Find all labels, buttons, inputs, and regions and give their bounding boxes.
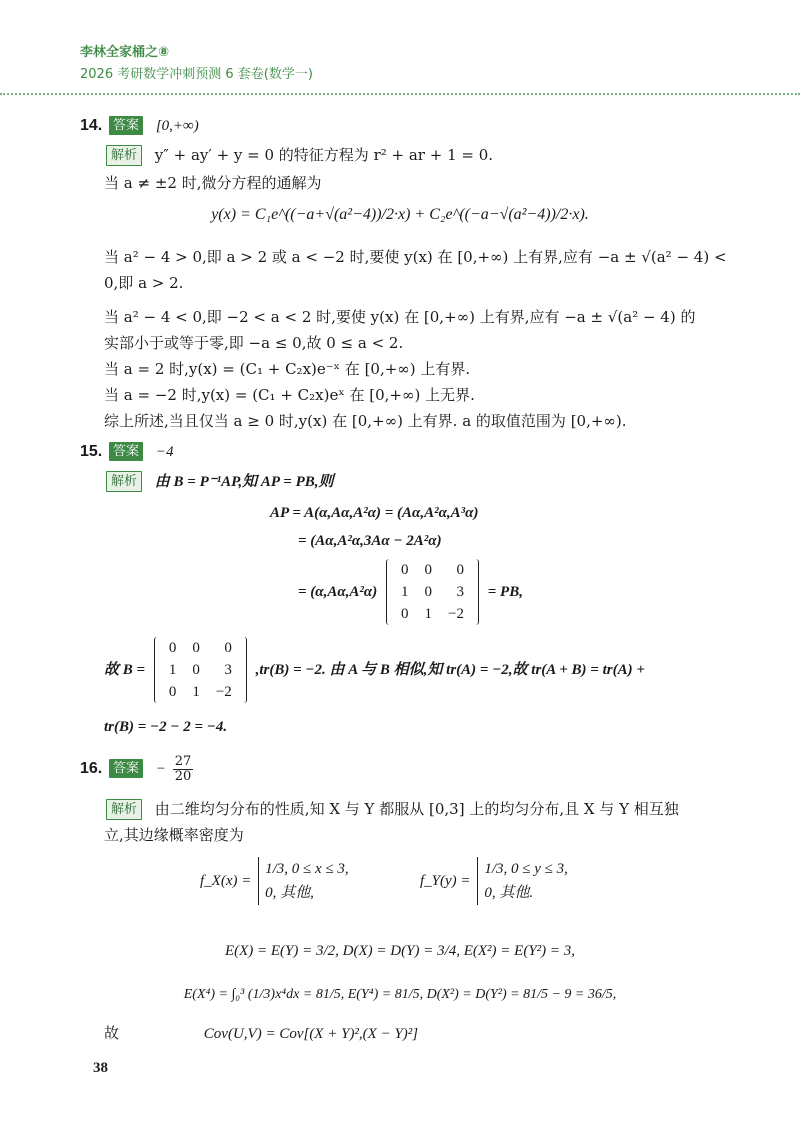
series-title: 李林全家桶之⑧ — [80, 45, 170, 60]
q15-text: 故 B = — [104, 662, 146, 678]
answer-tag: 答案 — [109, 116, 143, 135]
density-fy — [420, 852, 568, 909]
q15-equation: AP = A(α,Aα,A²α) = (Aα,A²α,A³α) — [270, 505, 479, 521]
q14-text: y″ + ay′ + y = 0 的特征方程为 r² + ar + 1 = 0. — [154, 146, 494, 164]
q15-line: tr(B) = −2 − 2 = −4. — [104, 719, 228, 735]
q14-line — [104, 144, 493, 166]
q14-line: 实部小于或等于零,即 −a ≤ 0,故 0 ≤ a < 2. — [104, 334, 404, 352]
q14-general-solution: y(x) = C₁e^((−a+√(a²−4))/2·x) + C₂e^((−a−√(a²−4))/2·x). — [211, 206, 589, 223]
q16-line — [104, 798, 679, 820]
q15-line — [104, 636, 645, 703]
q16-equation: Cov(U,V) = Cov[(X + Y)²,(X − Y)²] — [203, 1026, 419, 1042]
q14-line: 当 a² − 4 > 0,即 a > 2 或 a < −2 时,要使 y(x) 在 [0,+∞) 上有界,应有 −a ± √(a² − 4) < — [104, 248, 727, 266]
fy-case: 0, 其他. — [484, 885, 534, 901]
matrix-cell: 0 — [400, 606, 409, 622]
q16-answer-row — [80, 748, 195, 789]
matrix-cell: 0 — [168, 640, 177, 656]
matrix-b — [386, 559, 479, 625]
matrix-lhs: = (α,Aα,A²α) — [298, 584, 378, 600]
q14-line: 当 a² − 4 < 0,即 −2 < a < 2 时,要使 y(x) 在 [0,+∞) 上有界,应有 −a ± √(a² − 4) 的 — [104, 308, 696, 326]
fy-lhs: f_Y(y) = — [420, 873, 471, 889]
answer-value: [0,+∞) — [155, 118, 199, 134]
question-number: 14. — [80, 117, 103, 134]
q15-answer-row — [80, 440, 173, 463]
matrix-cell: 0 — [192, 640, 200, 656]
q16-equation: E(X) = E(Y) = 3/2, D(X) = D(Y) = 3/4, E(X²) = E(Y²) = 3, — [224, 943, 576, 959]
q14-line: 当 a ≠ ±2 时,微分方程的通解为 — [104, 174, 322, 192]
fy-case: 1/3, 0 ≤ y ≤ 3, — [484, 861, 568, 877]
fx-case: 0, 其他, — [265, 885, 314, 901]
matrix-cell: 0 — [424, 562, 432, 578]
q16-text: 由二维均匀分布的性质,知 X 与 Y 都服从 [0,3] 上的均匀分布,且 X 与 Y 相互独 — [154, 800, 679, 818]
matrix-cell: 3 — [456, 584, 464, 600]
fx-cases — [258, 857, 349, 905]
matrix-cell: 1 — [400, 584, 409, 600]
q15-text: 由 B = P⁻¹AP,知 AP = PB,则 — [154, 474, 334, 490]
matrix-b — [154, 637, 247, 703]
matrix-cell: 0 — [424, 584, 432, 600]
analysis-tag: 解析 — [106, 471, 142, 492]
q14-line: 0,即 a > 2. — [104, 274, 184, 292]
q14-line: 当 a = −2 时,y(x) = (C₁ + C₂x)eˣ 在 [0,+∞) 上无界. — [104, 386, 475, 404]
q16-line — [104, 1022, 418, 1045]
header-divider — [0, 93, 800, 95]
page-header — [80, 42, 313, 86]
q16-equation: E(X⁴) = ∫₀³ (1/3)x⁴dx = 81/5, E(Y⁴) = 81/5, D(X²) = D(Y²) = 81/5 − 9 = 36/5, — [183, 987, 617, 1002]
page-number: 38 — [93, 1060, 108, 1076]
fy-cases — [477, 857, 568, 905]
book-title: 2026 考研数学冲刺预测 6 套卷(数学一) — [80, 67, 313, 82]
question-number: 16. — [80, 760, 103, 777]
q15-line — [104, 470, 334, 493]
analysis-tag: 解析 — [106, 145, 142, 166]
matrix-cell: 3 — [224, 662, 232, 678]
matrix-cell: 0 — [168, 684, 177, 700]
answer-fraction — [173, 755, 194, 784]
fx-lhs: f_X(x) = — [200, 873, 252, 889]
matrix-rhs: = PB, — [487, 584, 523, 600]
fx-case: 1/3, 0 ≤ x ≤ 3, — [265, 861, 349, 877]
analysis-tag: 解析 — [106, 799, 142, 820]
answer-tag: 答案 — [109, 759, 143, 778]
answer-value: −4 — [155, 444, 174, 460]
matrix-cell: 0 — [400, 562, 409, 578]
matrix-cell: −2 — [447, 606, 464, 622]
matrix-cell: 0 — [456, 562, 464, 578]
matrix-cell: 0 — [224, 640, 232, 656]
q14-line: 当 a = 2 时,y(x) = (C₁ + C₂x)e⁻ˣ 在 [0,+∞) 上有界. — [104, 360, 471, 378]
density-fx — [200, 852, 349, 909]
q14-line: 综上所述,当且仅当 a ≥ 0 时,y(x) 在 [0,+∞) 上有界. a 的取值范围为 [0,+∞). — [104, 412, 627, 430]
answer-tag: 答案 — [109, 442, 143, 461]
question-number: 15. — [80, 443, 103, 460]
matrix-cell: 1 — [424, 606, 432, 622]
fraction-numerator: 27 — [174, 753, 192, 769]
matrix-cell: 1 — [192, 684, 200, 700]
q16-line: 立,其边缘概率密度为 — [104, 826, 244, 844]
fraction-denominator: 20 — [174, 768, 192, 784]
q15-equation — [298, 558, 523, 625]
matrix-cell: −2 — [215, 684, 232, 700]
matrix-cell: 0 — [192, 662, 200, 678]
q15-equation: = (Aα,A²α,3Aα − 2A²α) — [298, 533, 442, 549]
q16-text: 故 — [104, 1024, 120, 1042]
q14-answer-row — [80, 114, 199, 137]
matrix-cell: 1 — [168, 662, 177, 678]
answer-sign: − — [155, 761, 166, 777]
q15-text: ,tr(B) = −2. 由 A 与 B 相似,知 tr(A) = −2,故 tr(A + B) = tr(A) + — [255, 662, 645, 678]
